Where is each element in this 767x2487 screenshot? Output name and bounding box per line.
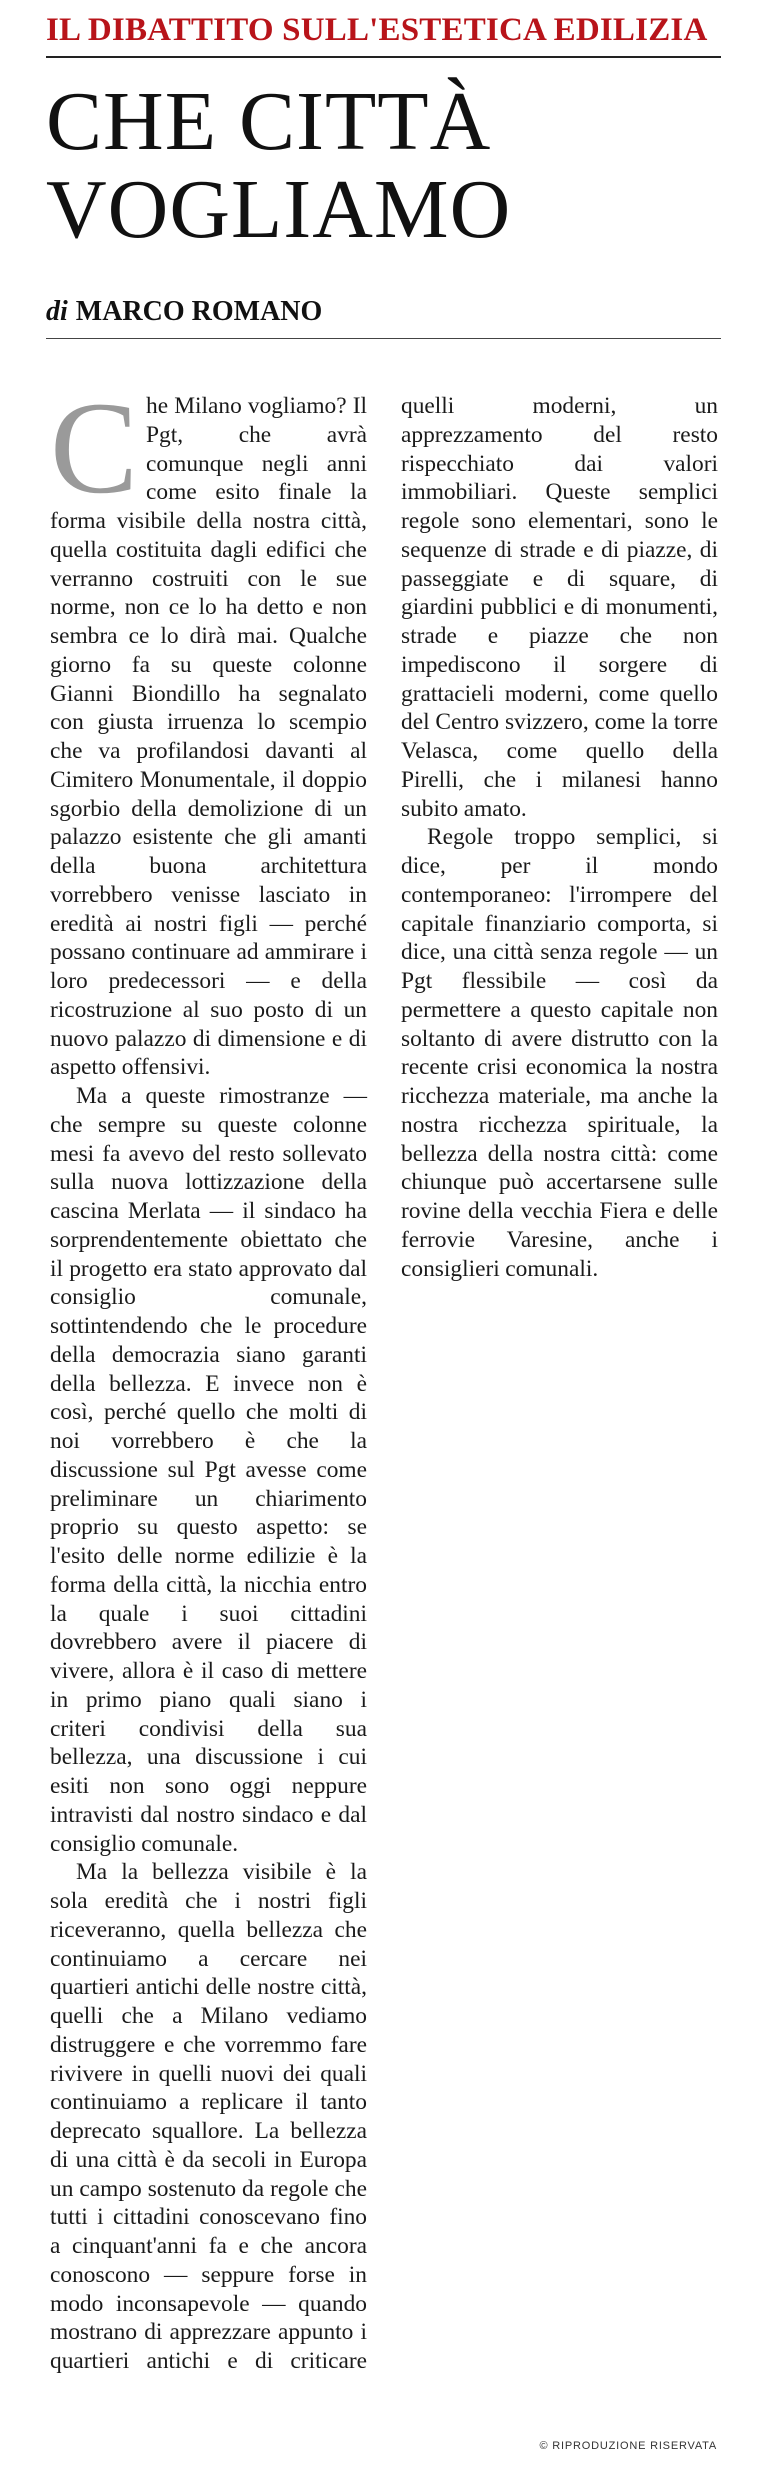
headline [46, 75, 721, 256]
article-paragraph-4: Regole troppo semplici, si dice, per il mondo contemporaneo: l'irrompere del capitale finanziario comporta, si dice, una città senza regole — un Pgt flessibile — così da permettere a questo capitale non soltanto di avere distrutto con la recente crisi economica la nostra ricchezza materiale, ma anche la nostra ricchezza spirituale, la bellezza della nostra città: come chiunque può accertarsene sulle rovine della vecchia Fiera e delle ferrovie Varesine, anche i consiglieri comunali. [401, 824, 718, 1282]
article-paragraph-3: Ma la bellezza visibile è la sola eredità che i nostri figli riceveranno, quella bellezza che continuiamo a cercare nei quartieri antichi delle nostre città, quelli che a Milano vediamo distruggere e che vorremmo fare rivivere in quelli nuovi dei quali continuiamo a replicare il tanto deprecato squallore. La bellezza di una città è da secoli in Europa un campo sostenuto da regole che tutti i cittadini conoscevano fino a cinquant'anni fa e che ancora conoscono — seppure forse in modo inconsapevole — quando mostrano di apprezzare appunto i quartieri antichi e di criticare quelli moderni, un apprezzamento del resto rispecchiato dai valori immobiliari. Queste semplici regole sono elementari, sono le sequenze di strade e di piazze, di passeggiate e di square, di giardini pubblici e di monumenti, strade e piazze che non impediscono il sorgere di grattacieli moderni, come quello del Centro svizzero, come la torre Velasca, come quello della Pirelli, che i milanesi hanno subito amato. [50, 393, 718, 2374]
byline [46, 296, 721, 328]
drop-cap: C [50, 374, 139, 521]
article-paragraph-1-text: he Milano vogliamo? Il Pgt, che avrà comunque negli anni come esito finale la forma visibile della nostra città, quella costituita dagli edifici che verranno costruiti con le sue norme, non ce lo ha detto e non sembra ce lo dirà mai. Qualche giorno fa su queste colonne Gianni Biondillo ha segnalato con giusta irruenza lo scempio che va profilandosi davanti al Cimitero Monumentale, il doppio sgorbio della demolizione di un palazzo esistente che gli amanti della buona architettura vorrebbero venisse lasciato in eredità ai nostri figli — perché possano continuare ad ammirare i loro predecessori — e della ricostruzione al suo posto di un nuovo palazzo di dimensione e di aspetto offensivi. [50, 393, 367, 1081]
byline-rule [46, 338, 721, 339]
article-paragraph-1 [50, 374, 367, 1082]
section-kicker: IL DIBATTITO SULL'ESTETICA EDILIZIA [46, 12, 708, 48]
article-body [50, 374, 718, 2382]
kicker-rule [46, 56, 721, 58]
headline-line-2: VOGLIAMO [46, 163, 512, 256]
headline-line-1: CHE CITTÀ [46, 75, 492, 168]
byline-author: MARCO ROMANO [75, 296, 323, 327]
article-paragraph-2: Ma a queste rimostranze — che sempre su queste colonne mesi fa avevo del resto sollevato sulla nuova lottizzazione della cascina Merlata — il sindaco ha sorprendentemente obiettato che il progetto era stato approvato dal consiglio comunale, sottintendendo che le procedure della democrazia siano garanti della bellezza. E invece non è così, perché quello che molti di noi vorrebbero è che la discussione sul Pgt avesse come preliminare un chiarimento proprio su questo aspetto: se l'esito delle norme edilizie è la forma della città, la nicchia entro la quale i suoi cittadini dovrebbero avere il piacere di vivere, allora è il caso di mettere in primo piano quali siano i criteri condivisi della sua bellezza, una discussione i cui esiti non sono oggi neppure intravisti dal nostro sindaco e dal consiglio comunale. [50, 1083, 367, 1857]
copyright-notice: © RIPRODUZIONE RISERVATA [539, 2440, 717, 2452]
byline-prefix: di [46, 296, 68, 327]
